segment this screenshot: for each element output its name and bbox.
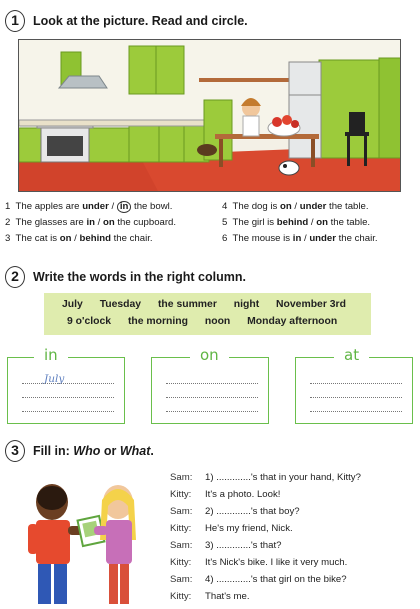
kitchen-picture <box>18 39 401 192</box>
column-at <box>295 346 413 424</box>
title-text: Fill in: <box>33 444 74 458</box>
option-b[interactable]: under <box>299 201 327 212</box>
column-title-at: at <box>334 346 369 364</box>
word-item: November 3rd <box>276 299 346 310</box>
answer-line[interactable] <box>22 411 114 412</box>
option-a[interactable]: in <box>86 217 95 228</box>
circled-option[interactable]: in <box>117 201 132 213</box>
speaker-label: Sam: <box>170 506 193 517</box>
sentence-end: the table. <box>326 201 369 212</box>
dialogue-line: That's me. <box>205 591 250 602</box>
word-item: the summer <box>157 299 217 310</box>
title-text: . <box>150 444 154 458</box>
kitchen-illustration <box>19 40 401 192</box>
word-row-1 <box>62 299 346 310</box>
option-a[interactable]: on <box>279 201 292 212</box>
title-who: Who <box>73 444 101 458</box>
option-a[interactable]: in <box>292 233 302 244</box>
title-text: or <box>100 444 120 458</box>
option-a[interactable]: behind <box>276 217 309 228</box>
answer-line[interactable] <box>166 397 258 398</box>
dialogue-line[interactable]: 1) .............'s that in your hand, Kitty? <box>205 472 361 483</box>
column-on <box>151 346 269 424</box>
option-b[interactable]: on <box>102 217 115 228</box>
sentence-end: the table. <box>327 217 371 228</box>
sentence-3 <box>5 233 153 244</box>
speaker-label: Kitty: <box>170 523 192 534</box>
word-row-2 <box>67 316 337 327</box>
sentence-text: The glasses are <box>15 217 87 228</box>
sentence-end: the chair. <box>110 233 153 244</box>
dialogue-line: It's Nick's bike. I like it very much. <box>205 557 348 568</box>
answer-line[interactable] <box>166 383 258 384</box>
sentence-number: 4 <box>222 201 228 212</box>
word-item: the morning <box>127 316 188 327</box>
children-illustration <box>14 470 154 609</box>
answer-line[interactable] <box>310 383 402 384</box>
handwritten-answer: July <box>44 373 65 385</box>
sentence-text: The dog is <box>232 201 280 212</box>
sentence-number: 5 <box>222 217 228 228</box>
separator: / <box>71 233 80 244</box>
sentence-4 <box>222 201 369 212</box>
column-in <box>7 346 125 424</box>
speaker-label: Kitty: <box>170 591 192 602</box>
dialogue-line: He's my friend, Nick. <box>205 523 293 534</box>
answer-line[interactable] <box>166 411 258 412</box>
word-item: noon <box>204 316 231 327</box>
sentence-text: The girl is <box>232 217 277 228</box>
speaker-label: Kitty: <box>170 489 192 500</box>
exercise-2-title: Write the words in the right column. <box>33 270 246 284</box>
exercise-number-2: 2 <box>5 266 25 288</box>
answer-line[interactable] <box>22 397 114 398</box>
sentence-number: 3 <box>5 233 11 244</box>
sentence-5 <box>222 217 370 228</box>
sentence-number: 6 <box>222 233 228 244</box>
answer-line[interactable] <box>22 383 114 384</box>
dialogue-line: It's a photo. Look! <box>205 489 281 500</box>
answer-line[interactable] <box>310 411 402 412</box>
speaker-label: Sam: <box>170 540 193 551</box>
word-item: July <box>62 299 83 310</box>
option-b[interactable]: under <box>309 233 336 244</box>
word-item: night <box>233 299 260 310</box>
speaker-label: Sam: <box>170 472 193 483</box>
sentence-number: 2 <box>5 217 11 228</box>
option-a[interactable]: on <box>59 233 72 244</box>
exercise-number-1: 1 <box>5 10 25 32</box>
separator: / <box>308 217 317 228</box>
column-title-in: in <box>34 346 68 364</box>
sentence-end: the chair. <box>335 233 378 244</box>
speaker-label: Sam: <box>170 574 193 585</box>
dialogue-line[interactable]: 3) .............'s that? <box>205 540 282 551</box>
exercise-3-title <box>33 444 154 458</box>
answer-line[interactable] <box>310 397 402 398</box>
title-what: What <box>119 444 151 458</box>
option-b[interactable]: behind <box>79 233 111 244</box>
sentence-6 <box>222 233 378 244</box>
sentence-text: The cat is <box>15 233 60 244</box>
word-item: Tuesday <box>99 299 142 310</box>
option-b[interactable]: on <box>316 217 328 228</box>
word-item: Monday afternoon <box>247 316 338 327</box>
sentence-text: The mouse is <box>232 233 293 244</box>
speaker-label: Kitty: <box>170 557 192 568</box>
sentence-number: 1 <box>5 201 11 212</box>
sentence-1 <box>5 201 172 213</box>
option-a[interactable]: under <box>82 201 109 212</box>
separator: / <box>94 217 103 228</box>
dialogue-line[interactable]: 4) .............'s that girl on the bike? <box>205 574 347 585</box>
separator: / <box>291 201 300 212</box>
sentence-end: the cupboard. <box>114 217 177 228</box>
word-item: 9 o'clock <box>67 316 112 327</box>
sentence-text: The apples are <box>15 201 83 212</box>
sentence-end: the bowl. <box>131 201 173 212</box>
sentence-2 <box>5 217 176 228</box>
separator: / <box>301 233 310 244</box>
separator: / <box>108 201 117 212</box>
dialogue-line[interactable]: 2) .............'s that boy? <box>205 506 300 517</box>
exercise-number-3: 3 <box>5 440 25 462</box>
exercise-1-title: Look at the picture. Read and circle. <box>33 14 248 28</box>
column-title-on: on <box>190 346 229 364</box>
